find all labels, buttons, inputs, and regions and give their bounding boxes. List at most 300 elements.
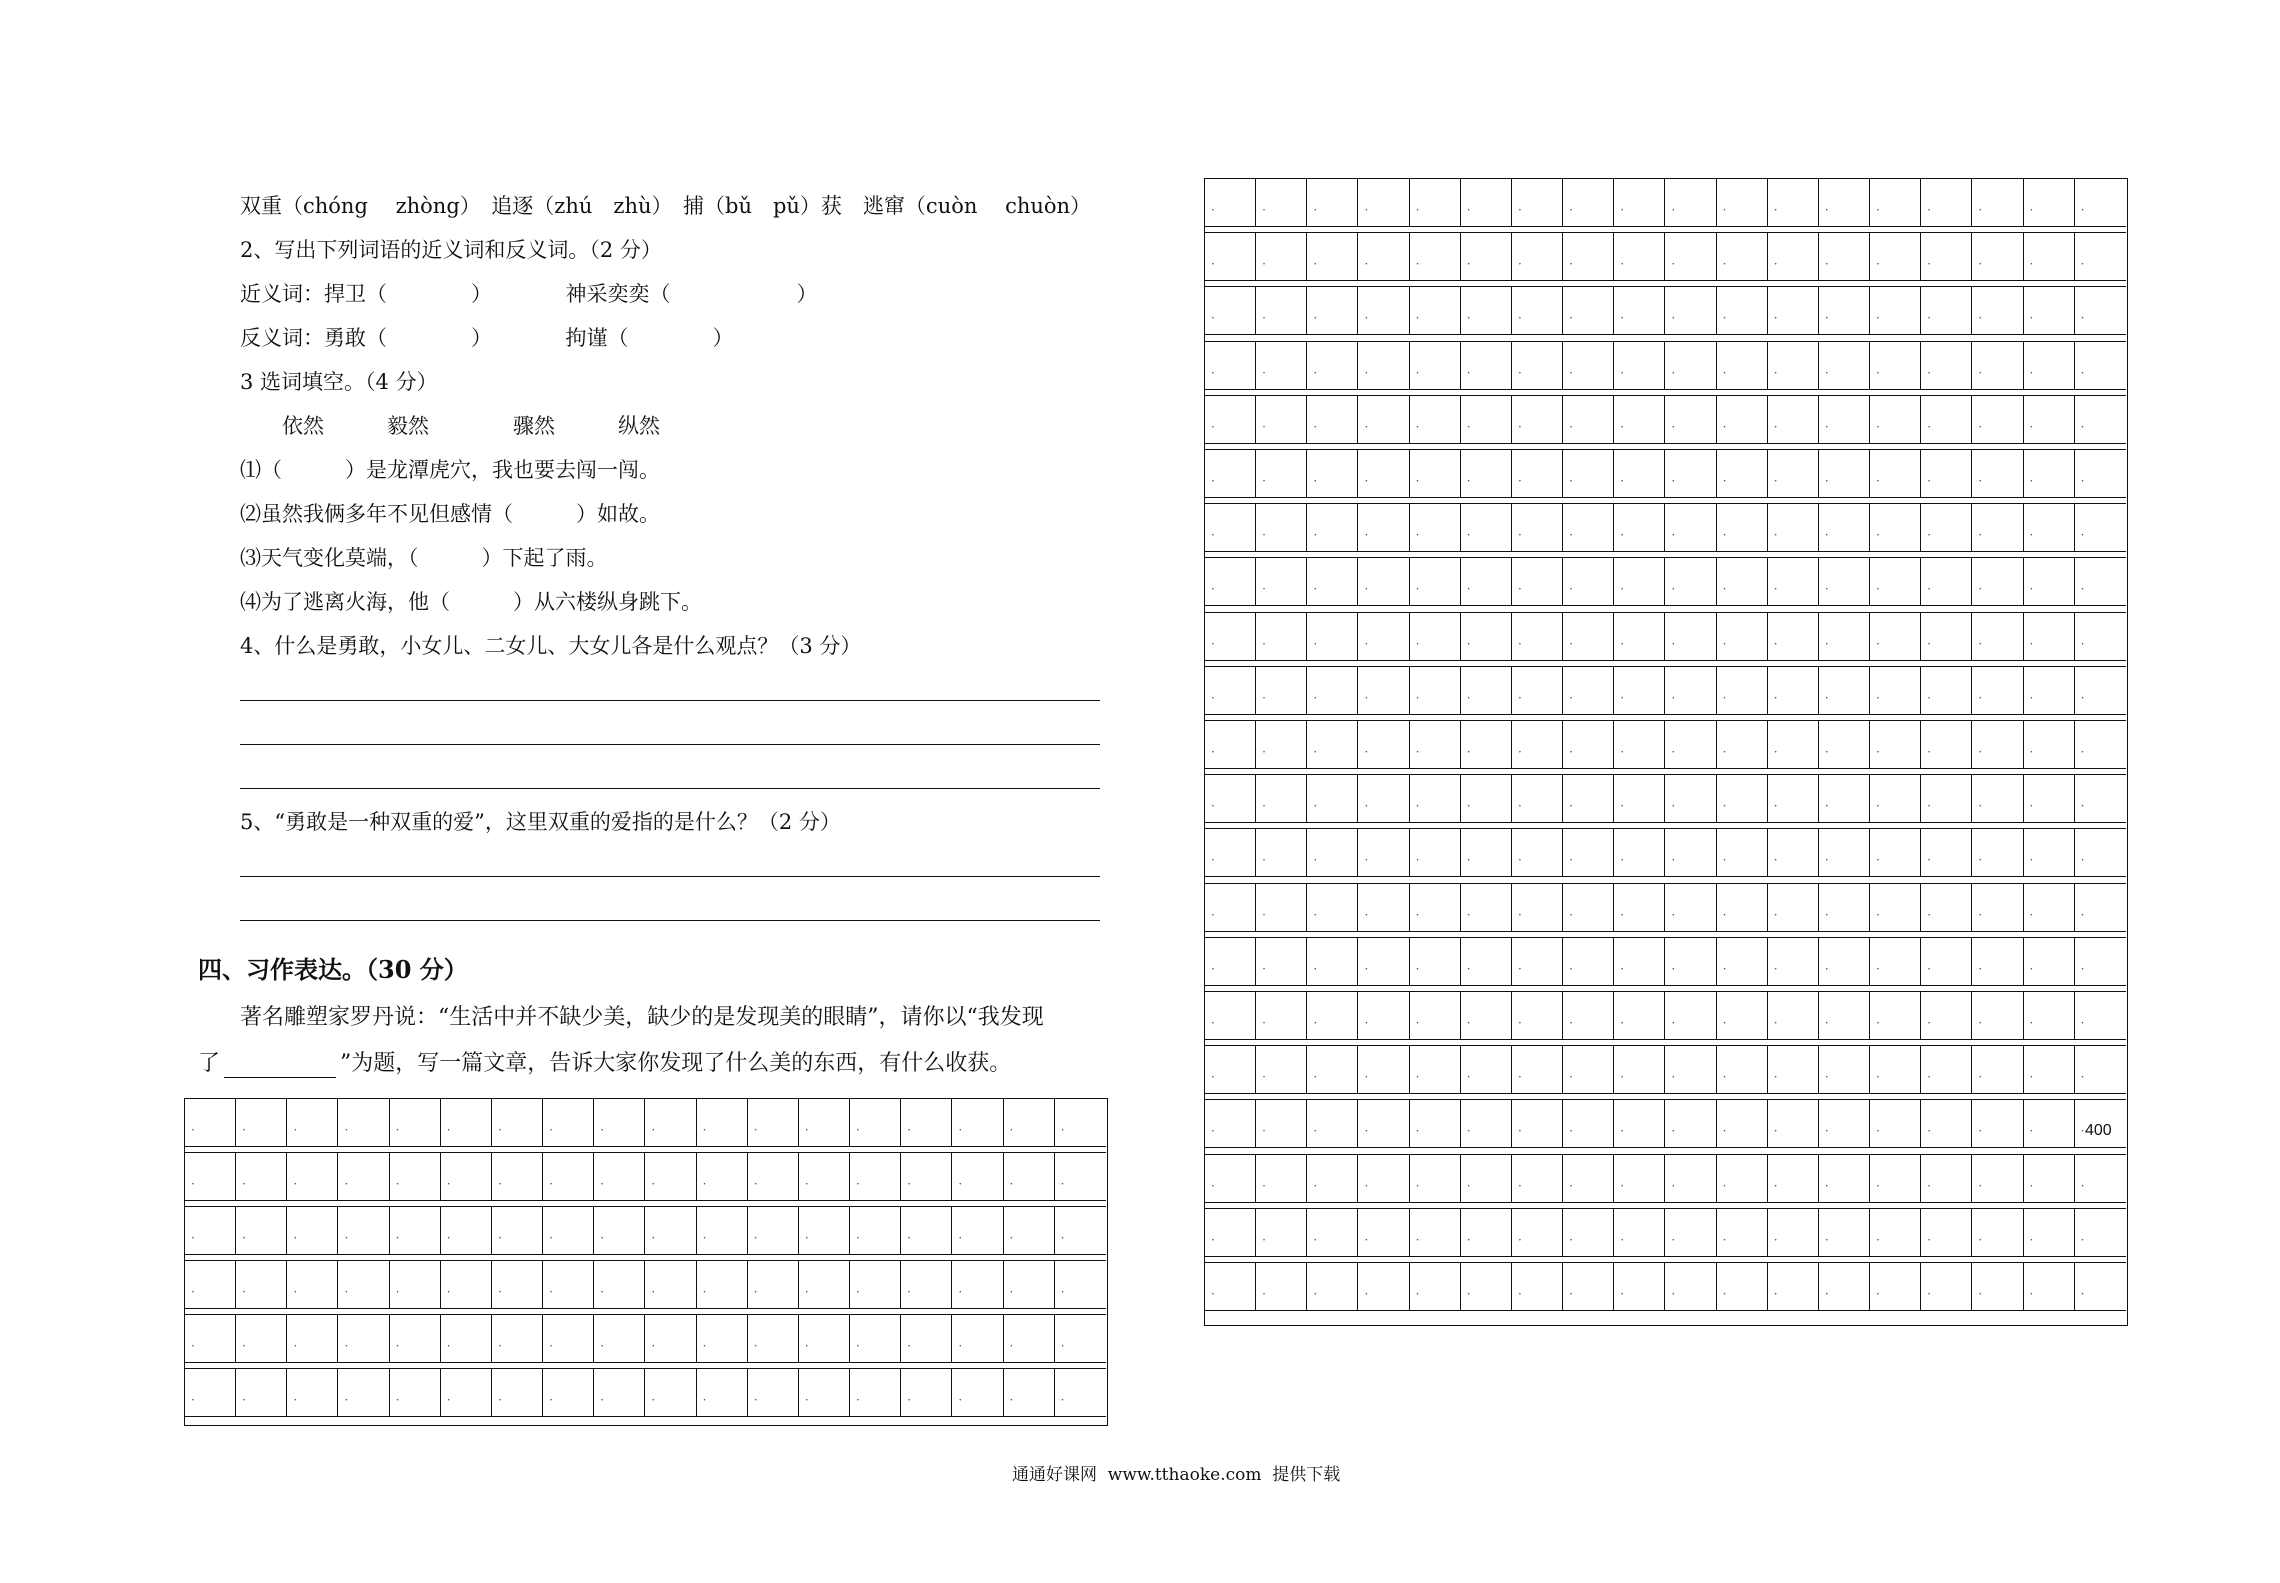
grid-cell[interactable]: [1461, 721, 1512, 769]
grid-cell[interactable]: [2024, 884, 2075, 932]
grid-cell[interactable]: [697, 1099, 748, 1147]
grid-cell[interactable]: [287, 1315, 338, 1363]
grid-cell[interactable]: [1307, 342, 1358, 390]
grid-cell[interactable]: [1205, 829, 1256, 877]
grid-cell[interactable]: [1256, 504, 1307, 552]
grid-cell[interactable]: [1410, 450, 1461, 498]
grid-cell[interactable]: [1563, 1263, 1614, 1311]
grid-cell[interactable]: [1358, 667, 1409, 715]
grid-cell[interactable]: [1614, 613, 1665, 661]
grid-cell[interactable]: [1256, 1100, 1307, 1148]
grid-cell[interactable]: [1563, 667, 1614, 715]
grid-cell[interactable]: [1205, 775, 1256, 823]
writing-grid-left[interactable]: [184, 1098, 1108, 1426]
grid-cell[interactable]: [2024, 558, 2075, 606]
grid-cell[interactable]: [1665, 504, 1716, 552]
grid-cell[interactable]: [1256, 829, 1307, 877]
grid-cell[interactable]: [1461, 1209, 1512, 1257]
grid-cell[interactable]: [748, 1207, 799, 1255]
grid-cell[interactable]: [1819, 992, 1870, 1040]
grid-cell[interactable]: [1819, 775, 1870, 823]
grid-cell[interactable]: [1256, 938, 1307, 986]
grid-cell[interactable]: [645, 1153, 696, 1201]
grid-cell[interactable]: [1461, 1046, 1512, 1094]
grid-cell[interactable]: [1972, 613, 2023, 661]
grid-cell[interactable]: [850, 1207, 901, 1255]
grid-cell[interactable]: [1870, 179, 1921, 227]
grid-cell[interactable]: [2075, 992, 2126, 1040]
grid-cell[interactable]: [1717, 992, 1768, 1040]
grid-cell[interactable]: [1461, 1263, 1512, 1311]
grid-cell[interactable]: [1205, 179, 1256, 227]
grid-cell[interactable]: [338, 1369, 389, 1417]
grid-cell[interactable]: [1004, 1153, 1055, 1201]
grid-cell[interactable]: [1717, 1100, 1768, 1148]
grid-cell[interactable]: [1358, 775, 1409, 823]
grid-cell[interactable]: [338, 1153, 389, 1201]
grid-cell[interactable]: [1256, 884, 1307, 932]
grid-cell[interactable]: [2075, 613, 2126, 661]
grid-cell[interactable]: [2075, 1263, 2126, 1311]
grid-cell[interactable]: [1717, 450, 1768, 498]
grid-cell[interactable]: [594, 1369, 645, 1417]
grid-cell[interactable]: [1614, 1263, 1665, 1311]
grid-cell[interactable]: [1921, 1209, 1972, 1257]
grid-cell[interactable]: [1921, 1263, 1972, 1311]
grid-cell[interactable]: [1614, 829, 1665, 877]
grid-cell[interactable]: [1768, 884, 1819, 932]
grid-cell[interactable]: [1512, 1155, 1563, 1203]
grid-cell[interactable]: [1819, 1046, 1870, 1094]
grid-cell[interactable]: [1870, 829, 1921, 877]
grid-cell[interactable]: [1921, 179, 1972, 227]
grid-cell[interactable]: [1972, 342, 2023, 390]
grid-cell[interactable]: [1614, 721, 1665, 769]
grid-cell[interactable]: [1358, 504, 1409, 552]
grid-cell[interactable]: [338, 1315, 389, 1363]
grid-cell[interactable]: [1921, 938, 1972, 986]
grid-cell[interactable]: [1358, 613, 1409, 661]
grid-cell[interactable]: [1358, 1209, 1409, 1257]
grid-cell[interactable]: [1205, 1155, 1256, 1203]
grid-cell[interactable]: [1921, 1100, 1972, 1148]
grid-cell[interactable]: [1256, 1155, 1307, 1203]
grid-cell[interactable]: [1461, 233, 1512, 281]
grid-cell[interactable]: [1512, 829, 1563, 877]
grid-cell[interactable]: [2075, 1046, 2126, 1094]
grid-cell[interactable]: [1665, 450, 1716, 498]
grid-cell[interactable]: [1972, 667, 2023, 715]
grid-cell[interactable]: [1717, 396, 1768, 444]
grid-cell[interactable]: [799, 1369, 850, 1417]
grid-cell[interactable]: [1004, 1261, 1055, 1309]
grid-cell[interactable]: [1358, 233, 1409, 281]
grid-cell[interactable]: [1614, 1209, 1665, 1257]
grid-cell[interactable]: [1055, 1207, 1106, 1255]
grid-cell[interactable]: [1410, 1263, 1461, 1311]
grid-cell[interactable]: [1410, 1046, 1461, 1094]
grid-cell[interactable]: [2024, 1209, 2075, 1257]
grid-cell[interactable]: [1614, 1100, 1665, 1148]
grid-cell[interactable]: [543, 1153, 594, 1201]
grid-cell[interactable]: [1665, 1100, 1716, 1148]
grid-cell[interactable]: [1717, 775, 1768, 823]
grid-cell[interactable]: [1870, 1100, 1921, 1148]
grid-cell[interactable]: [1819, 938, 1870, 986]
writing-grid-right[interactable]: [1204, 178, 2128, 1326]
grid-cell[interactable]: [1307, 667, 1358, 715]
grid-cell[interactable]: [1307, 613, 1358, 661]
grid-cell[interactable]: [1563, 613, 1614, 661]
grid-cell[interactable]: [1307, 1155, 1358, 1203]
grid-cell[interactable]: [952, 1153, 1003, 1201]
grid-cell[interactable]: [850, 1153, 901, 1201]
grid-cell[interactable]: [1358, 1263, 1409, 1311]
grid-cell[interactable]: [1358, 1155, 1409, 1203]
grid-cell[interactable]: [1819, 450, 1870, 498]
grid-cell[interactable]: [1768, 992, 1819, 1040]
grid-cell[interactable]: [1512, 179, 1563, 227]
grid-cell[interactable]: [1205, 992, 1256, 1040]
grid-cell[interactable]: [543, 1261, 594, 1309]
grid-cell[interactable]: [748, 1315, 799, 1363]
grid-cell[interactable]: [799, 1207, 850, 1255]
grid-cell[interactable]: [287, 1207, 338, 1255]
grid-cell[interactable]: [2075, 938, 2126, 986]
grid-cell[interactable]: [1921, 613, 1972, 661]
grid-cell[interactable]: [1358, 829, 1409, 877]
grid-cell[interactable]: [543, 1207, 594, 1255]
grid-cell[interactable]: [1819, 721, 1870, 769]
grid-cell[interactable]: [1205, 667, 1256, 715]
grid-cell[interactable]: [2024, 342, 2075, 390]
grid-cell[interactable]: [2024, 233, 2075, 281]
grid-cell[interactable]: [594, 1153, 645, 1201]
grid-cell[interactable]: [1461, 504, 1512, 552]
grid-cell[interactable]: [236, 1207, 287, 1255]
grid-cell[interactable]: [1614, 884, 1665, 932]
grid-cell[interactable]: [1512, 1263, 1563, 1311]
grid-cell[interactable]: [492, 1261, 543, 1309]
grid-cell[interactable]: [2075, 233, 2126, 281]
grid-cell[interactable]: [645, 1207, 696, 1255]
grid-cell[interactable]: [1768, 342, 1819, 390]
grid-cell[interactable]: [1665, 1155, 1716, 1203]
grid-cell[interactable]: [2024, 1155, 2075, 1203]
grid-cell[interactable]: [1665, 233, 1716, 281]
grid-cell[interactable]: [1563, 884, 1614, 932]
grid-cell[interactable]: [2024, 721, 2075, 769]
grid-cell[interactable]: [1205, 233, 1256, 281]
grid-cell[interactable]: [1614, 992, 1665, 1040]
grid-cell[interactable]: [1358, 1046, 1409, 1094]
grid-cell[interactable]: [1256, 1209, 1307, 1257]
grid-cell[interactable]: [1972, 938, 2023, 986]
grid-cell[interactable]: [1921, 884, 1972, 932]
grid-cell[interactable]: [2024, 396, 2075, 444]
grid-cell[interactable]: [901, 1315, 952, 1363]
answer-line-q4-3[interactable]: [240, 788, 1100, 789]
grid-cell[interactable]: [1307, 179, 1358, 227]
grid-cell[interactable]: [1665, 667, 1716, 715]
grid-cell[interactable]: [1768, 1263, 1819, 1311]
grid-cell[interactable]: [1665, 1046, 1716, 1094]
grid-cell[interactable]: [390, 1369, 441, 1417]
grid-cell[interactable]: [1972, 287, 2023, 335]
grid-cell[interactable]: [1512, 1209, 1563, 1257]
grid-cell[interactable]: [1358, 450, 1409, 498]
grid-cell[interactable]: [1768, 287, 1819, 335]
grid-cell[interactable]: [1717, 938, 1768, 986]
grid-cell[interactable]: [1563, 504, 1614, 552]
grid-cell[interactable]: [1563, 938, 1614, 986]
grid-cell[interactable]: [1870, 450, 1921, 498]
grid-cell[interactable]: [1205, 884, 1256, 932]
grid-cell[interactable]: [1717, 721, 1768, 769]
grid-cell[interactable]: [1921, 342, 1972, 390]
grid-cell[interactable]: [901, 1153, 952, 1201]
grid-cell[interactable]: [748, 1099, 799, 1147]
grid-cell[interactable]: [1665, 558, 1716, 606]
grid-cell[interactable]: [1614, 396, 1665, 444]
grid-cell[interactable]: [1921, 504, 1972, 552]
grid-cell[interactable]: [2075, 396, 2126, 444]
grid-cell[interactable]: [1717, 667, 1768, 715]
grid-cell[interactable]: [1410, 342, 1461, 390]
grid-cell[interactable]: [1717, 342, 1768, 390]
grid-cell[interactable]: [901, 1099, 952, 1147]
grid-cell[interactable]: [1055, 1369, 1106, 1417]
grid-cell[interactable]: [1972, 721, 2023, 769]
grid-cell[interactable]: [1410, 992, 1461, 1040]
grid-cell[interactable]: [1717, 1209, 1768, 1257]
grid-cell[interactable]: [1921, 558, 1972, 606]
grid-cell[interactable]: [1768, 450, 1819, 498]
grid-cell[interactable]: [1307, 829, 1358, 877]
grid-cell[interactable]: [1205, 721, 1256, 769]
grid-cell[interactable]: [2024, 829, 2075, 877]
grid-cell[interactable]: [1819, 287, 1870, 335]
grid-cell[interactable]: [1307, 1209, 1358, 1257]
grid-cell[interactable]: [1055, 1261, 1106, 1309]
grid-cell[interactable]: [543, 1099, 594, 1147]
grid-cell[interactable]: [594, 1315, 645, 1363]
grid-cell[interactable]: [1256, 1263, 1307, 1311]
grid-cell[interactable]: [185, 1207, 236, 1255]
grid-cell[interactable]: [1461, 775, 1512, 823]
grid-cell[interactable]: [1512, 613, 1563, 661]
grid-cell[interactable]: [1665, 179, 1716, 227]
grid-cell[interactable]: [1870, 558, 1921, 606]
grid-cell[interactable]: [1921, 775, 1972, 823]
grid-cell[interactable]: [236, 1153, 287, 1201]
grid-cell[interactable]: [1205, 342, 1256, 390]
grid-cell[interactable]: [1256, 613, 1307, 661]
grid-cell[interactable]: [850, 1099, 901, 1147]
grid-cell[interactable]: [1665, 396, 1716, 444]
grid-cell[interactable]: [1717, 829, 1768, 877]
grid-cell[interactable]: [441, 1261, 492, 1309]
grid-cell[interactable]: [1717, 504, 1768, 552]
grid-cell[interactable]: [1461, 1100, 1512, 1148]
grid-cell[interactable]: [1563, 1046, 1614, 1094]
grid-cell[interactable]: [594, 1099, 645, 1147]
grid-cell[interactable]: [1563, 558, 1614, 606]
grid-cell[interactable]: [287, 1261, 338, 1309]
grid-cell[interactable]: [1921, 233, 1972, 281]
grid-cell[interactable]: [1870, 287, 1921, 335]
grid-cell[interactable]: [1870, 342, 1921, 390]
grid-cell[interactable]: [236, 1369, 287, 1417]
grid-cell[interactable]: [1461, 287, 1512, 335]
grid-cell[interactable]: [2024, 1100, 2075, 1148]
grid-cell[interactable]: [1055, 1099, 1106, 1147]
grid-cell[interactable]: [850, 1315, 901, 1363]
grid-cell[interactable]: [1004, 1369, 1055, 1417]
grid-cell[interactable]: [1563, 450, 1614, 498]
grid-cell[interactable]: [1307, 1263, 1358, 1311]
grid-cell[interactable]: [1205, 1100, 1256, 1148]
grid-cell[interactable]: [2075, 558, 2126, 606]
grid-cell[interactable]: [1768, 1046, 1819, 1094]
grid-cell[interactable]: [1972, 504, 2023, 552]
grid-cell[interactable]: [1358, 179, 1409, 227]
grid-cell[interactable]: [492, 1207, 543, 1255]
grid-cell[interactable]: [1410, 613, 1461, 661]
grid-cell[interactable]: [1307, 992, 1358, 1040]
grid-cell[interactable]: [1921, 992, 1972, 1040]
grid-cell[interactable]: [1256, 179, 1307, 227]
grid-cell[interactable]: [1972, 1100, 2023, 1148]
grid-cell[interactable]: [1461, 613, 1512, 661]
grid-cell[interactable]: [1358, 721, 1409, 769]
grid-cell[interactable]: [1410, 179, 1461, 227]
answer-line-q5-2[interactable]: [240, 920, 1100, 921]
grid-cell[interactable]: [1410, 667, 1461, 715]
grid-cell[interactable]: [1205, 287, 1256, 335]
grid-cell[interactable]: [1768, 233, 1819, 281]
grid-cell[interactable]: [645, 1369, 696, 1417]
grid-cell[interactable]: [2075, 829, 2126, 877]
grid-cell[interactable]: [1563, 1100, 1614, 1148]
grid-cell[interactable]: [901, 1369, 952, 1417]
grid-cell[interactable]: [1461, 396, 1512, 444]
grid-cell[interactable]: [1870, 1209, 1921, 1257]
grid-cell[interactable]: [1717, 613, 1768, 661]
grid-cell[interactable]: [1921, 1155, 1972, 1203]
grid-cell[interactable]: [1410, 829, 1461, 877]
grid-cell[interactable]: [1665, 884, 1716, 932]
grid-cell[interactable]: [2024, 1046, 2075, 1094]
grid-cell[interactable]: [1972, 829, 2023, 877]
grid-cell[interactable]: [1205, 504, 1256, 552]
answer-line-q5-1[interactable]: [240, 876, 1100, 877]
grid-cell[interactable]: [1256, 233, 1307, 281]
grid-cell[interactable]: [1921, 396, 1972, 444]
grid-cell[interactable]: [1614, 1046, 1665, 1094]
grid-cell[interactable]: [287, 1369, 338, 1417]
grid-cell[interactable]: [1512, 992, 1563, 1040]
grid-cell[interactable]: [1358, 287, 1409, 335]
grid-cell[interactable]: [1870, 1263, 1921, 1311]
grid-cell[interactable]: [799, 1099, 850, 1147]
grid-cell[interactable]: [1512, 396, 1563, 444]
grid-cell[interactable]: [1972, 233, 2023, 281]
grid-cell[interactable]: [1512, 884, 1563, 932]
grid-cell[interactable]: [1870, 775, 1921, 823]
grid-cell[interactable]: [2075, 504, 2126, 552]
grid-cell[interactable]: [1972, 884, 2023, 932]
grid-cell[interactable]: [1972, 558, 2023, 606]
grid-cell[interactable]: [1717, 233, 1768, 281]
grid-cell[interactable]: [1563, 775, 1614, 823]
grid-cell[interactable]: [1256, 342, 1307, 390]
grid-cell[interactable]: [1410, 233, 1461, 281]
grid-cell[interactable]: [1614, 558, 1665, 606]
answer-line-q4-1[interactable]: [240, 700, 1100, 701]
grid-cell[interactable]: [1717, 1046, 1768, 1094]
grid-cell[interactable]: [1819, 233, 1870, 281]
grid-cell[interactable]: [1717, 558, 1768, 606]
grid-cell[interactable]: [901, 1261, 952, 1309]
grid-cell[interactable]: [1410, 938, 1461, 986]
grid-cell[interactable]: [1819, 829, 1870, 877]
grid-cell[interactable]: [1512, 504, 1563, 552]
grid-cell[interactable]: [390, 1261, 441, 1309]
grid-cell[interactable]: [1358, 884, 1409, 932]
grid-cell[interactable]: [952, 1315, 1003, 1363]
grid-cell[interactable]: [1921, 829, 1972, 877]
grid-cell[interactable]: [1665, 613, 1716, 661]
grid-cell[interactable]: [1358, 558, 1409, 606]
grid-cell[interactable]: [1921, 667, 1972, 715]
grid-cell[interactable]: [1512, 1100, 1563, 1148]
grid-cell[interactable]: [390, 1315, 441, 1363]
grid-cell[interactable]: [1768, 721, 1819, 769]
grid-cell[interactable]: [492, 1099, 543, 1147]
grid-cell[interactable]: [1205, 558, 1256, 606]
grid-cell[interactable]: [1461, 558, 1512, 606]
grid-cell[interactable]: [1004, 1207, 1055, 1255]
grid-cell[interactable]: [2075, 775, 2126, 823]
grid-cell[interactable]: [543, 1369, 594, 1417]
grid-cell[interactable]: [1307, 287, 1358, 335]
grid-cell[interactable]: [338, 1099, 389, 1147]
grid-cell[interactable]: [1461, 667, 1512, 715]
grid-cell[interactable]: [1307, 1046, 1358, 1094]
grid-cell[interactable]: [1461, 884, 1512, 932]
grid-cell[interactable]: [1512, 667, 1563, 715]
answer-line-q4-2[interactable]: [240, 744, 1100, 745]
grid-cell[interactable]: [799, 1315, 850, 1363]
grid-cell[interactable]: [1870, 667, 1921, 715]
grid-cell[interactable]: [185, 1369, 236, 1417]
grid-cell[interactable]: [2075, 342, 2126, 390]
grid-cell[interactable]: [2024, 938, 2075, 986]
grid-cell[interactable]: [1256, 396, 1307, 444]
grid-cell[interactable]: [1614, 938, 1665, 986]
grid-cell[interactable]: [1358, 396, 1409, 444]
grid-cell[interactable]: [441, 1207, 492, 1255]
grid-cell[interactable]: [697, 1207, 748, 1255]
grid-cell[interactable]: [1665, 938, 1716, 986]
grid-cell[interactable]: [1768, 775, 1819, 823]
grid-cell[interactable]: [1819, 1100, 1870, 1148]
grid-cell[interactable]: [1461, 342, 1512, 390]
grid-cell[interactable]: [1307, 884, 1358, 932]
grid-cell[interactable]: [2075, 179, 2126, 227]
grid-cell[interactable]: [1307, 233, 1358, 281]
